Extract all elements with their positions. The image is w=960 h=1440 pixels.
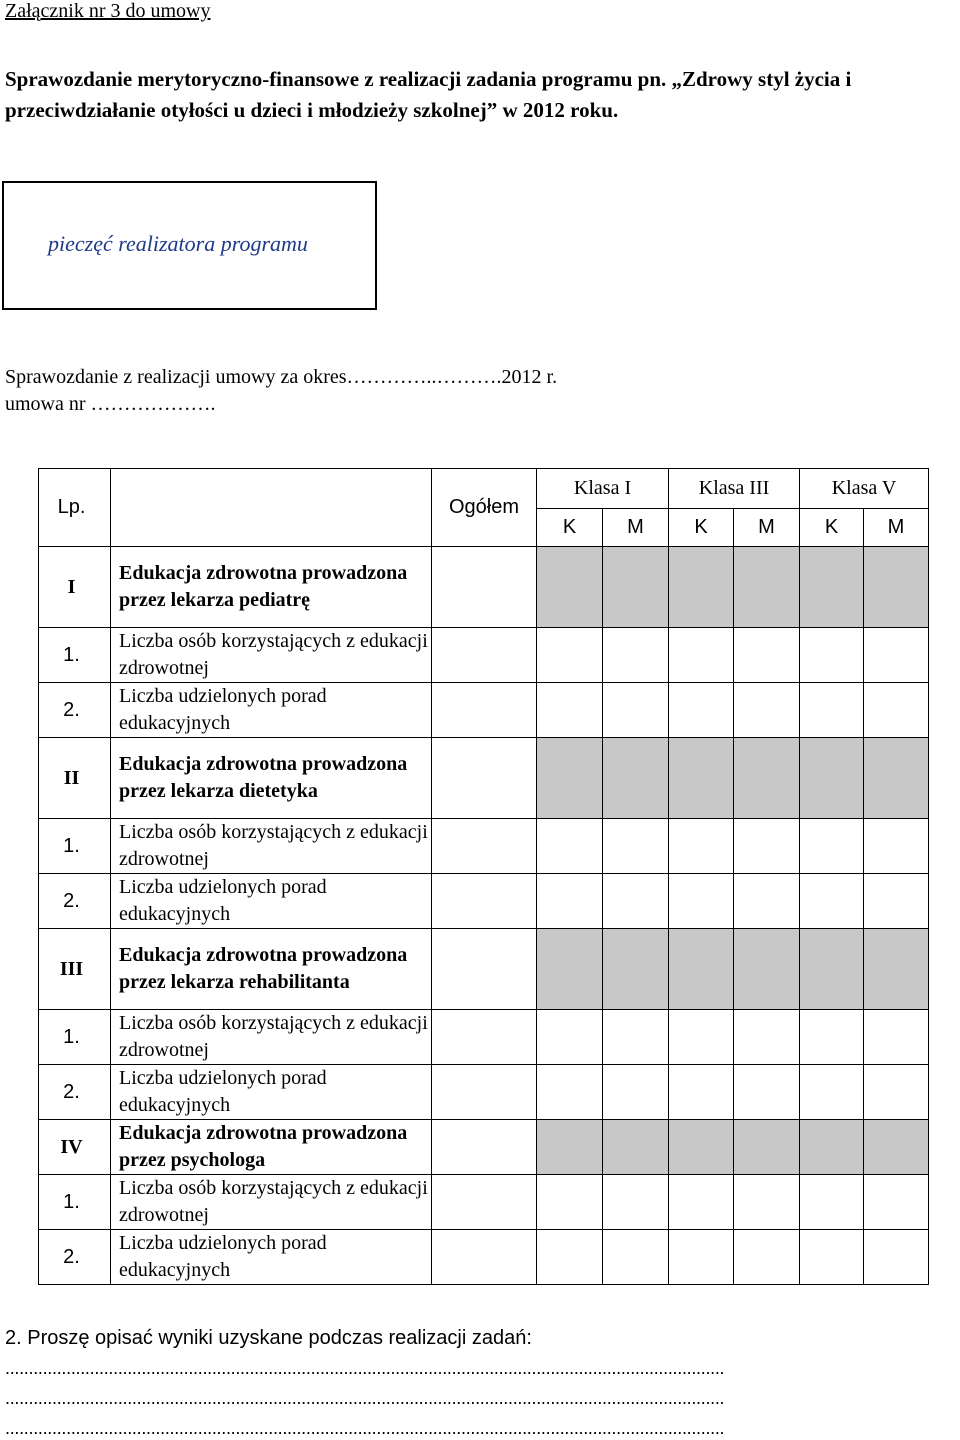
value-cell[interactable] [864, 874, 929, 929]
subcol-m: M [603, 509, 669, 547]
value-cell [669, 1120, 734, 1175]
section-title: Edukacja zdrowotna prowadzona przez psychologa [111, 1120, 432, 1175]
class-iii-header: Klasa III [669, 469, 800, 509]
answer-line[interactable]: ......................................................................................................................................................... [5, 1388, 725, 1408]
value-cell[interactable] [537, 628, 603, 683]
value-cell [537, 738, 603, 819]
value-cell [669, 547, 734, 628]
value-cell[interactable] [864, 1230, 929, 1285]
row-description: Liczba osób korzystających z edukacji zdrowotnej [111, 1175, 432, 1230]
section-row [39, 547, 929, 628]
col-description-header [111, 469, 432, 547]
value-cell[interactable] [800, 874, 864, 929]
row-description: Liczba udzielonych porad edukacyjnych [111, 1065, 432, 1120]
table-row [39, 683, 929, 738]
value-cell[interactable] [800, 1230, 864, 1285]
total-cell[interactable] [432, 819, 537, 874]
value-cell [537, 547, 603, 628]
total-cell[interactable] [432, 1010, 537, 1065]
value-cell[interactable] [800, 819, 864, 874]
value-cell [800, 929, 864, 1010]
value-cell [734, 1120, 800, 1175]
total-cell[interactable] [432, 1230, 537, 1285]
value-cell[interactable] [669, 819, 734, 874]
table-row [39, 874, 929, 929]
value-cell[interactable] [537, 1175, 603, 1230]
value-cell [603, 547, 669, 628]
value-cell[interactable] [603, 1065, 669, 1120]
section-title: Edukacja zdrowotna prowadzona przez lekarza rehabilitanta [111, 929, 432, 1010]
value-cell [800, 1120, 864, 1175]
value-cell[interactable] [734, 1065, 800, 1120]
row-description: Liczba udzielonych porad edukacyjnych [111, 683, 432, 738]
value-cell[interactable] [734, 628, 800, 683]
row-lp: 2. [39, 1230, 111, 1285]
value-cell [603, 738, 669, 819]
value-cell[interactable] [603, 874, 669, 929]
value-cell[interactable] [734, 1010, 800, 1065]
value-cell [603, 929, 669, 1010]
row-description: Liczba udzielonych porad edukacyjnych [111, 874, 432, 929]
value-cell[interactable] [800, 1175, 864, 1230]
value-cell[interactable] [669, 874, 734, 929]
total-cell[interactable] [432, 628, 537, 683]
value-cell[interactable] [734, 874, 800, 929]
header-row [39, 469, 929, 509]
value-cell[interactable] [864, 1065, 929, 1120]
subcol-k: K [669, 509, 734, 547]
value-cell[interactable] [603, 683, 669, 738]
value-cell[interactable] [669, 683, 734, 738]
class-v-header: Klasa V [800, 469, 929, 509]
row-lp: 1. [39, 1010, 111, 1065]
value-cell[interactable] [669, 1065, 734, 1120]
answer-line[interactable]: ......................................................................................................................................................... [5, 1358, 725, 1378]
section-row [39, 1120, 929, 1175]
total-cell[interactable] [432, 1065, 537, 1120]
value-cell[interactable] [537, 683, 603, 738]
value-cell[interactable] [734, 1175, 800, 1230]
value-cell[interactable] [800, 1010, 864, 1065]
subcol-k: K [537, 509, 603, 547]
value-cell[interactable] [734, 1230, 800, 1285]
value-cell[interactable] [669, 1010, 734, 1065]
row-lp: 2. [39, 1065, 111, 1120]
total-cell[interactable] [432, 1175, 537, 1230]
value-cell[interactable] [537, 874, 603, 929]
value-cell[interactable] [669, 628, 734, 683]
value-cell[interactable] [537, 1230, 603, 1285]
subcol-m: M [734, 509, 800, 547]
value-cell [734, 547, 800, 628]
value-cell [800, 547, 864, 628]
value-cell [734, 738, 800, 819]
value-cell [537, 929, 603, 1010]
table-row [39, 819, 929, 874]
table-row [39, 1065, 929, 1120]
row-lp: 1. [39, 819, 111, 874]
table-row [39, 1175, 929, 1230]
value-cell[interactable] [603, 1175, 669, 1230]
value-cell[interactable] [864, 819, 929, 874]
table-row [39, 1010, 929, 1065]
section-row [39, 929, 929, 1010]
value-cell[interactable] [734, 683, 800, 738]
value-cell [864, 929, 929, 1010]
total-cell[interactable] [432, 874, 537, 929]
results-prompt: 2. Proszę opisać wyniki uzyskane podczas realizacji zadań: [5, 1327, 532, 1349]
table-row [39, 1230, 929, 1285]
report-title: Sprawozdanie merytoryczno-finansowe z realizacji zadania programu pn. „Zdrowy styl życia i przeciwdziałanie otyłości u dzieci i młodzieży szkolnej” w 2012 roku. [5, 67, 852, 122]
value-cell[interactable] [537, 1010, 603, 1065]
value-cell[interactable] [669, 1175, 734, 1230]
value-cell[interactable] [800, 628, 864, 683]
stamp-label: pieczęć realizatora programu [48, 231, 308, 256]
section-title: Edukacja zdrowotna prowadzona przez lekarza pediatrę [111, 547, 432, 628]
value-cell[interactable] [864, 1175, 929, 1230]
value-cell[interactable] [537, 819, 603, 874]
row-lp: IV [39, 1120, 111, 1175]
row-lp: 1. [39, 1175, 111, 1230]
value-cell[interactable] [603, 628, 669, 683]
row-lp: 2. [39, 874, 111, 929]
value-cell[interactable] [800, 1065, 864, 1120]
row-description: Liczba osób korzystających z edukacji zdrowotnej [111, 819, 432, 874]
total-cell [432, 738, 537, 819]
row-lp: 1. [39, 628, 111, 683]
value-cell [537, 1120, 603, 1175]
report-table [38, 468, 929, 1285]
value-cell [864, 738, 929, 819]
value-cell[interactable] [864, 683, 929, 738]
row-lp: I [39, 547, 111, 628]
row-description: Liczba osób korzystających z edukacji zdrowotnej [111, 628, 432, 683]
section-row [39, 738, 929, 819]
contract-number: umowa nr ………………. [5, 393, 216, 415]
row-description: Liczba osób korzystających z edukacji zdrowotnej [111, 1010, 432, 1065]
total-cell [432, 929, 537, 1010]
row-lp: III [39, 929, 111, 1010]
value-cell [800, 738, 864, 819]
section-title: Edukacja zdrowotna prowadzona przez lekarza dietetyka [111, 738, 432, 819]
value-cell [864, 547, 929, 628]
value-cell [669, 929, 734, 1010]
attachment-label: Załącznik nr 3 do umowy [5, 0, 211, 22]
value-cell[interactable] [800, 683, 864, 738]
answer-line[interactable]: ......................................................................................................................................................... [5, 1418, 725, 1438]
value-cell[interactable] [669, 1230, 734, 1285]
value-cell[interactable] [537, 1065, 603, 1120]
total-cell [432, 547, 537, 628]
value-cell[interactable] [864, 1010, 929, 1065]
col-lp-header: Lp. [39, 469, 111, 547]
value-cell [669, 738, 734, 819]
subcol-k: K [800, 509, 864, 547]
total-cell [432, 1120, 537, 1175]
value-cell [734, 929, 800, 1010]
value-cell[interactable] [603, 819, 669, 874]
value-cell [864, 1120, 929, 1175]
report-period: Sprawozdanie z realizacji umowy za okres…………..……….2012 r. [5, 366, 558, 388]
value-cell[interactable] [864, 628, 929, 683]
value-cell[interactable] [603, 1230, 669, 1285]
row-lp: II [39, 738, 111, 819]
row-description: Liczba udzielonych porad edukacyjnych [111, 1230, 432, 1285]
value-cell [603, 1120, 669, 1175]
col-total-header: Ogółem [432, 469, 537, 547]
class-i-header: Klasa I [537, 469, 669, 509]
value-cell[interactable] [603, 1010, 669, 1065]
subcol-m: M [864, 509, 929, 547]
table-row [39, 628, 929, 683]
row-lp: 2. [39, 683, 111, 738]
total-cell[interactable] [432, 683, 537, 738]
value-cell[interactable] [734, 819, 800, 874]
